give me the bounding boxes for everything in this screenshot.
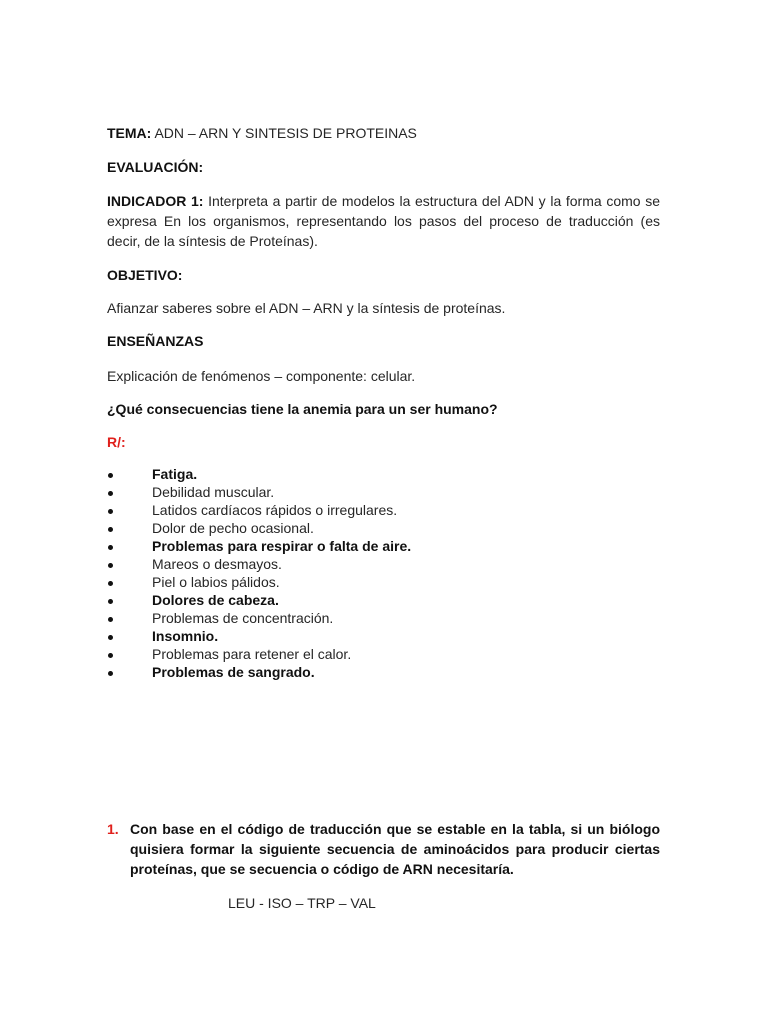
exercise-text: Con base en el código de traducción que se estable en la tabla, si un biólogo quisiera formar la siguiente secuencia de aminoácidos para producir ciertas proteínas, que se secuencia o código de ARN necesitaría. — [130, 821, 660, 877]
evaluacion-label: EVALUACIÓN: — [107, 159, 204, 175]
list-item-text: Problemas para respirar o falta de aire. — [152, 538, 412, 554]
list-item — [107, 609, 411, 627]
list-item — [107, 645, 411, 663]
objetivo-heading — [107, 265, 660, 285]
ensenanzas-heading — [107, 331, 660, 351]
tema-value: ADN – ARN Y SINTESIS DE PROTEINAS — [154, 125, 417, 141]
list-item-text: Piel o labios pálidos. — [152, 574, 280, 590]
list-item — [107, 555, 411, 573]
ensenanzas-text: Explicación de fenómenos – componente: celular. — [107, 368, 416, 384]
objetivo-text: Afianzar saberes sobre el ADN – ARN y la síntesis de proteínas. — [107, 300, 506, 316]
ensenanzas-label: ENSEÑANZAS — [107, 333, 204, 349]
question-text: ¿Qué consecuencias tiene la anemia para un ser humano? — [107, 401, 498, 417]
bullet-icon — [108, 509, 113, 514]
list-item-text: Dolor de pecho ocasional. — [152, 520, 314, 536]
list-item-text: Insomnio. — [152, 628, 219, 644]
exercise-number: 1. — [107, 821, 119, 837]
list-item-text: Problemas de concentración. — [152, 610, 334, 626]
bullet-icon — [108, 527, 113, 532]
list-item-text: Mareos o desmayos. — [152, 556, 282, 572]
bullet-icon — [108, 635, 113, 640]
list-item — [107, 591, 411, 609]
indicador-text: Interpreta a partir de modelos la estructura del ADN y la forma como se expresa En los organismos, representando los pasos del proceso de traducción (es decir, de la síntesis de Proteínas). — [107, 193, 660, 249]
bullet-icon — [108, 491, 113, 496]
bullet-icon — [108, 545, 113, 550]
bullet-icon — [108, 473, 113, 478]
list-item-text: Latidos cardíacos rápidos o irregulares. — [152, 502, 398, 518]
objetivo-label: OBJETIVO: — [107, 267, 183, 283]
list-item — [107, 627, 411, 645]
list-item — [107, 519, 411, 537]
bullet-icon — [108, 617, 113, 622]
bullet-icon — [108, 563, 113, 568]
list-item-text: Fatiga. — [152, 466, 198, 482]
bullet-icon — [108, 599, 113, 604]
bullet-icon — [108, 581, 113, 586]
bullet-icon — [108, 671, 113, 676]
question-heading — [107, 399, 660, 419]
list-item — [107, 483, 411, 501]
tema-label: TEMA: — [107, 125, 152, 141]
indicador-label: INDICADOR 1: — [107, 193, 204, 209]
list-item-text: Dolores de cabeza. — [152, 592, 279, 608]
symptom-list — [107, 465, 411, 681]
list-item — [107, 501, 411, 519]
tema-line — [107, 123, 660, 143]
answer-label: R/: — [107, 434, 126, 450]
exercise-1 — [107, 819, 660, 879]
list-item-text: Debilidad muscular. — [152, 484, 275, 500]
bullet-icon — [108, 653, 113, 658]
list-item — [107, 537, 411, 555]
indicador-paragraph — [107, 191, 660, 251]
list-item — [107, 573, 411, 591]
amino-acid-sequence: LEU - ISO – TRP – VAL — [228, 895, 376, 911]
list-item-text: Problemas para retener el calor. — [152, 646, 352, 662]
list-item — [107, 663, 411, 681]
evaluacion-heading — [107, 157, 660, 177]
list-item-text: Problemas de sangrado. — [152, 664, 315, 680]
list-item — [107, 465, 411, 483]
